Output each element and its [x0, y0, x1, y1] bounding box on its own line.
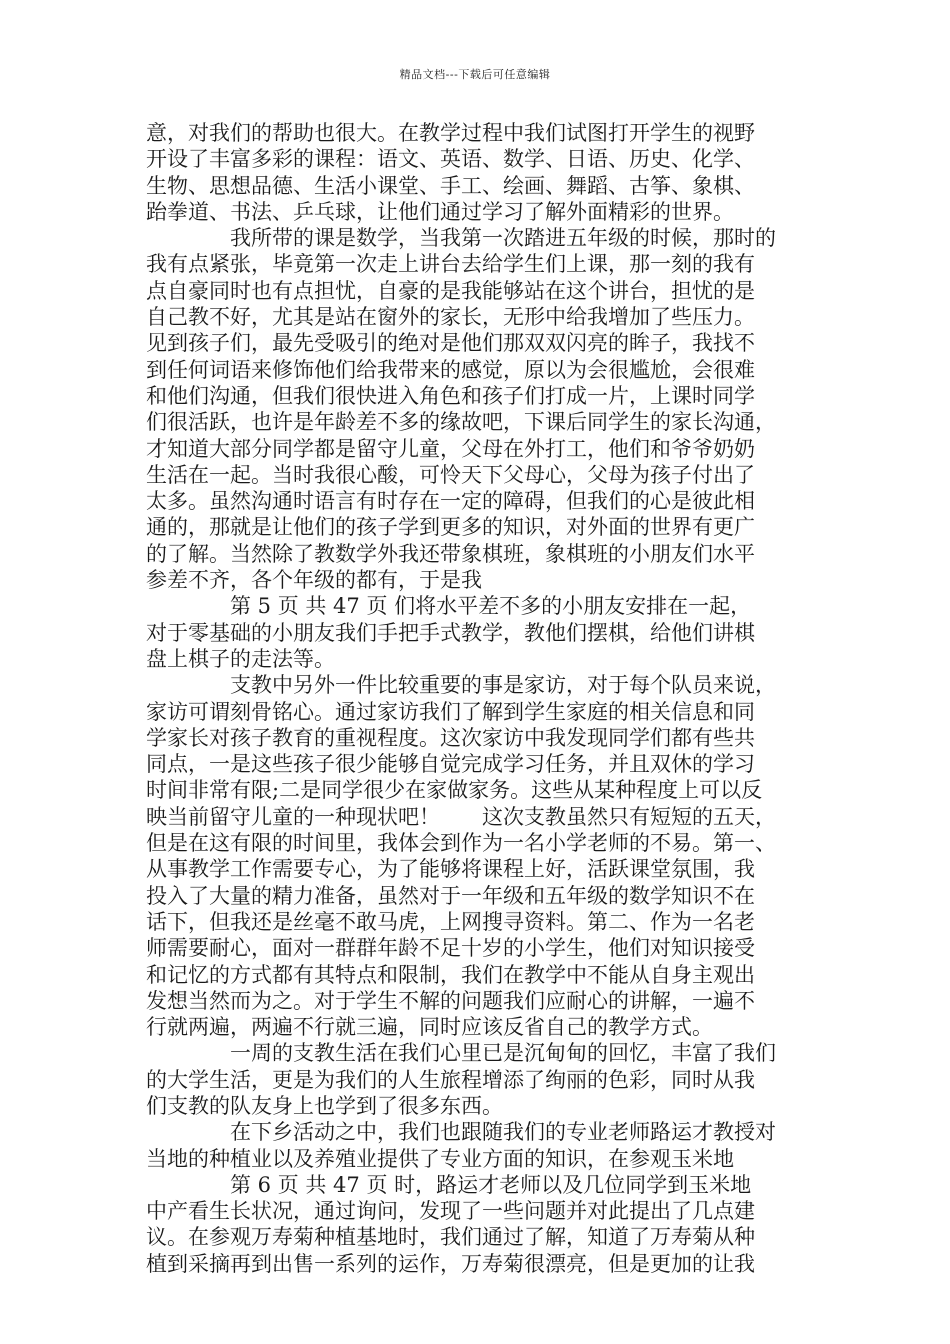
- text-line: 到任何词语来修饰他们给我带来的感觉，原以为会很尴尬，会很难: [146, 357, 755, 382]
- text-line: 们很活跃，也许是年龄差不多的缘故吧，下课后同学生的家长沟通，: [146, 410, 776, 435]
- text-line: 意，对我们的帮助也很大。在教学过程中我们试图打开学生的视野: [146, 121, 755, 145]
- text-line: 我有点紧张，毕竟第一次走上讲台去给学生们上课，那一刻的我有: [146, 252, 755, 277]
- text-line: 参差不齐，各个年级的都有，于是我: [146, 568, 482, 593]
- text-line: 生物、思想品德、生活小课堂、手工、绘画、舞蹈、古筝、象棋、: [146, 173, 755, 198]
- text-line: 议。在参观万寿菊种植基地时，我们通过了解，知道了万寿菊从种: [146, 1225, 755, 1250]
- text-line: 自己教不好，尤其是站在窗外的家长，无形中给我增加了些压力。: [146, 305, 755, 330]
- text-line: 投入了大量的精力准备，虽然对于一年级和五年级的数学知识不在: [146, 883, 755, 908]
- text-line: 和记忆的方式都有其特点和限制，我们在教学中不能从自身主观出: [146, 962, 755, 987]
- paragraph-start-line: 支教中另外一件比较重要的事是家访，对于每个队员来说，: [230, 673, 776, 698]
- text-line: 和他们沟通，但我们很快进入角色和孩子们打成一片，上课时同学: [146, 383, 755, 408]
- document-body: [146, 120, 806, 1277]
- text-line: 同点，一是这些孩子很少能够自觉完成学习任务，并且双休的学习: [146, 752, 755, 777]
- text-line: 植到采摘再到出售一系列的运作，万寿菊很漂亮，但是更加的让我: [146, 1251, 755, 1276]
- paragraph-start-line: 在下乡活动之中，我们也跟随我们的专业老师路运才教授对: [230, 1120, 776, 1145]
- text-line: 开设了丰富多彩的课程：语文、英语、数学、日语、历史、化学、: [146, 147, 755, 172]
- text-line: 生活在一起。当时我很心酸，可怜天下父母心，父母为孩子付出了: [146, 462, 755, 487]
- paragraph-start-line: 一周的支教生活在我们心里已是沉甸甸的回忆，丰富了我们: [230, 1041, 776, 1066]
- text-line: 发想当然而为之。对于学生不解的问题我们应耐心的讲解，一遍不: [146, 988, 755, 1013]
- text-line: 跆拳道、书法、乒乓球，让他们通过学习了解外面精彩的世界。: [146, 199, 734, 224]
- page-marker-line: 第 6 页 共 47 页 时，路运才老师以及几位同学到玉米地: [230, 1172, 752, 1197]
- text-line: 对于零基础的小朋友我们手把手式教学，教他们摆棋，给他们讲棋: [146, 620, 755, 645]
- text-line: 行就两遍，两遍不行就三遍，同时应该反省自己的教学方式。: [146, 1015, 713, 1040]
- text-line: 太多。虽然沟通时语言有时存在一定的障碍，但我们的心是彼此相: [146, 489, 755, 514]
- page-header: 精品文档---下载后可任意编辑: [399, 68, 551, 81]
- text-line: 的大学生活，更是为我们的人生旅程增添了绚丽的色彩，同时从我: [146, 1067, 755, 1092]
- text-line: 们支教的队友身上也学到了很多东西。: [146, 1093, 503, 1118]
- text-line: 学家长对孩子教育的重视程度。这次家访中我发现同学们都有些共: [146, 725, 755, 750]
- text-line: 师需要耐心，面对一群群年龄不足十岁的小学生，他们对知识接受: [146, 936, 755, 961]
- text-line: 的了解。当然除了教数学外我还带象棋班，象棋班的小朋友们水平: [146, 541, 755, 566]
- text-line: 见到孩子们，最先受吸引的绝对是他们那双双闪亮的眸子，我找不: [146, 331, 755, 356]
- text-line: 映当前留守儿童的一种现状吧！ 这次支教虽然只有短短的五天，: [146, 804, 776, 829]
- text-line: 但是在这有限的时间里，我体会到作为一名小学老师的不易。第一、: [146, 831, 776, 856]
- text-line: 才知道大部分同学都是留守儿童，父母在外打工，他们和爷爷奶奶: [146, 436, 755, 461]
- paragraph-start-line: 我所带的课是数学，当我第一次踏进五年级的时候，那时的: [230, 226, 776, 251]
- text-line: 从事教学工作需要专心，为了能够将课程上好，活跃课堂氛围，我: [146, 857, 755, 882]
- text-line: 中产看生长状况，通过询问，发现了一些问题并对此提出了几点建: [146, 1199, 755, 1224]
- page-marker-line: 第 5 页 共 47 页 们将水平差不多的小朋友安排在一起，: [230, 594, 752, 619]
- text-line: 当地的种植业以及养殖业提供了专业方面的知识，在参观玉米地: [146, 1146, 734, 1171]
- text-line: 家访可谓刻骨铭心。通过家访我们了解到学生家庭的相关信息和同: [146, 699, 755, 724]
- text-line: 话下，但我还是丝毫不敢马虎，上网搜寻资料。第二、作为一名老: [146, 909, 755, 934]
- text-line: 点自豪同时也有点担忧，自豪的是我能够站在这个讲台，担忧的是: [146, 278, 755, 303]
- text-line: 时间非常有限;二是同学很少在家做家务。这些从某种程度上可以反: [146, 778, 763, 803]
- text-line: 盘上棋子的走法等。: [146, 646, 335, 671]
- text-line: 通的，那就是让他们的孩子学到更多的知识，对外面的世界有更广: [146, 515, 755, 540]
